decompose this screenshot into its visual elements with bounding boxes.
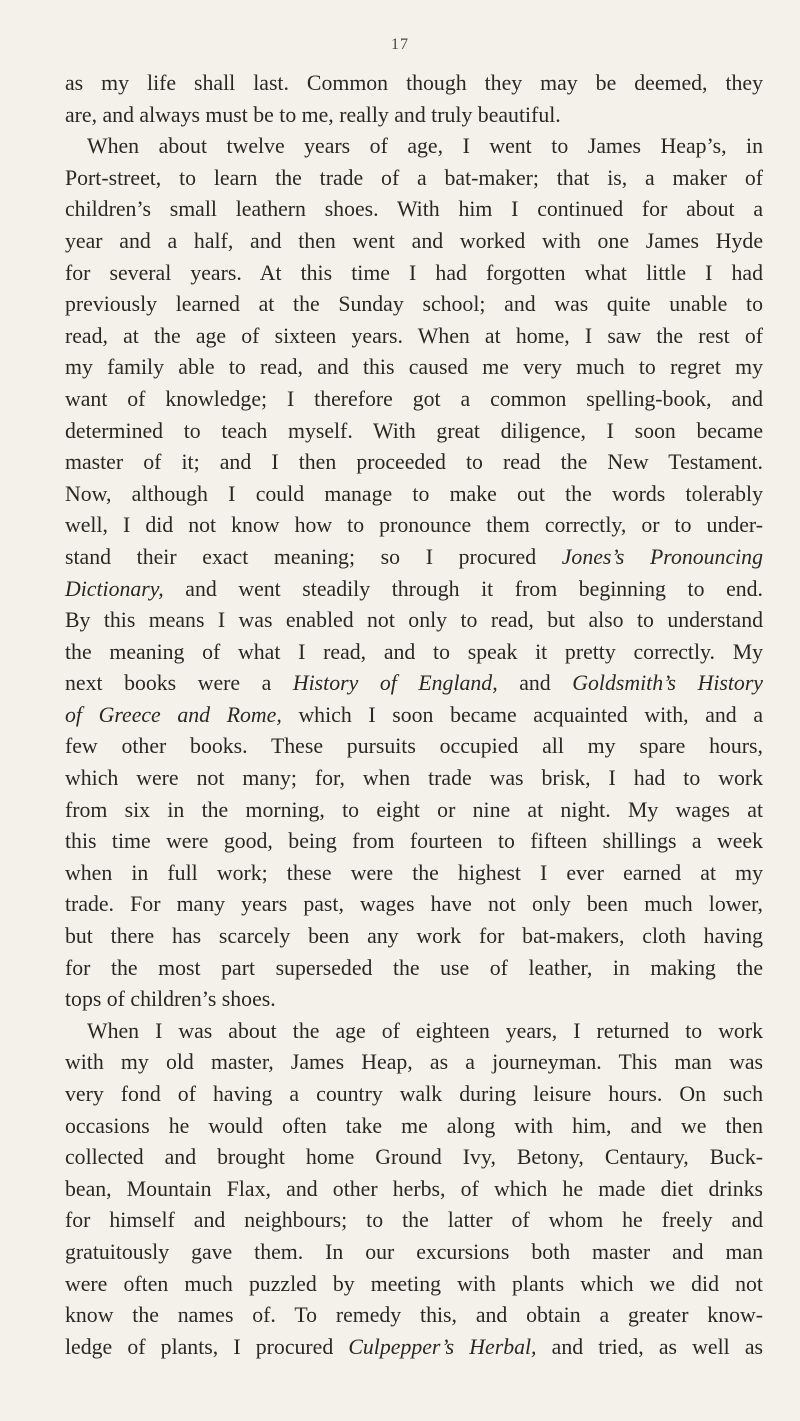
text-line: occasions he would often take me along with him, and we then	[65, 1113, 763, 1138]
text-line: children’s small leathern shoes. With him I continued for about a	[65, 197, 763, 222]
text-line: gratuitously gave them. In our excursions both master and man	[65, 1239, 763, 1264]
text-line: the meaning of what I read, and to speak it pretty correctly. My	[65, 639, 763, 664]
text-run: and went steadily through it from beginning to end.	[163, 576, 763, 601]
text-line: Port-street, to learn the trade of a bat-maker; that is, a maker of	[65, 165, 763, 190]
text-line: previously learned at the Sunday school; and was quite unable to	[65, 292, 763, 317]
book-title: Culpepper’s Herbal,	[348, 1334, 537, 1359]
text-line	[65, 542, 763, 574]
text-run: ledge of plants, I procured	[65, 1334, 349, 1359]
text-line: Now, although I could manage to make out the words tolerably	[65, 481, 763, 506]
text-line: for several years. At this time I had forgotten what little I had	[65, 260, 763, 285]
text-line: very fond of having a country walk during leisure hours. On such	[65, 1082, 763, 1106]
text-line: know the names of. To remedy this, and obtain a greater know-	[65, 1303, 763, 1328]
book-title: of Greece and Rome,	[65, 702, 282, 727]
book-title: Dictionary,	[65, 576, 164, 601]
text-line: which were not many; for, when trade was brisk, I had to work	[65, 766, 763, 791]
text-line: trade. For many years past, wages have not only been much lower,	[65, 892, 763, 917]
book-title: Goldsmith’s History	[572, 671, 763, 696]
body-text	[65, 68, 763, 1363]
text-line: when in full work; these were the highest I ever earned at my	[65, 860, 763, 885]
book-title: Jones’s Pronouncing	[561, 544, 763, 569]
text-line: as my life shall last. Common though they may be deemed, they	[65, 71, 763, 95]
text-run: next books were a	[65, 671, 293, 696]
text-line: read, at the age of sixteen years. When at home, I saw the rest of	[65, 323, 763, 348]
book-title: History of England,	[292, 671, 498, 696]
text-run: and	[497, 671, 573, 696]
text-line: were often much puzzled by meeting with plants which we did not	[65, 1271, 763, 1296]
text-line: this time were good, being from fourteen to fifteen shillings a week	[65, 829, 763, 854]
text-line: When I was about the age of eighteen years, I returned to work	[87, 1018, 763, 1043]
text-line: tops of children’s shoes.	[65, 987, 276, 1012]
text-line: my family able to read, and this caused me very much to regret my	[65, 355, 763, 380]
text-line: for the most part superseded the use of leather, in making the	[65, 955, 763, 980]
text-line: well, I did not know how to pronounce them correctly, or to under-	[65, 513, 763, 538]
text-line: few other books. These pursuits occupied all my spare hours,	[65, 734, 763, 759]
text-line: want of knowledge; I therefore got a common spelling-book, and	[65, 386, 763, 411]
text-run: and tried, as well as	[536, 1334, 763, 1359]
text-line: collected and brought home Ground Ivy, Betony, Centaury, Buck-	[65, 1145, 763, 1170]
text-line: master of it; and I then proceeded to read the New Testament.	[65, 450, 763, 475]
text-line: When about twelve years of age, I went to James Heap’s, in	[87, 134, 763, 159]
text-line: bean, Mountain Flax, and other herbs, of which he made diet drinks	[65, 1176, 763, 1201]
text-line	[65, 1332, 763, 1364]
text-line	[65, 668, 763, 700]
text-line: with my old master, James Heap, as a journeyman. This man was	[65, 1050, 763, 1075]
text-line: determined to teach myself. With great diligence, I soon became	[65, 418, 763, 443]
text-line: but there has scarcely been any work for bat-makers, cloth having	[65, 924, 763, 949]
text-line: year and a half, and then went and worked with one James Hyde	[65, 228, 763, 253]
text-line	[65, 700, 763, 732]
text-line: By this means I was enabled not only to read, but also to understand	[65, 608, 763, 633]
text-line: are, and always must be to me, really and truly beautiful.	[65, 102, 561, 127]
text-line	[65, 574, 763, 606]
text-run: stand their exact meaning; so I procured	[65, 544, 562, 569]
text-line: from six in the morning, to eight or nine at night. My wages at	[65, 797, 763, 822]
text-line: for himself and neighbours; to the latter of whom he freely and	[65, 1208, 763, 1233]
text-run: which I soon became acquainted with, and a	[281, 702, 763, 727]
page-number: 17	[391, 36, 409, 53]
